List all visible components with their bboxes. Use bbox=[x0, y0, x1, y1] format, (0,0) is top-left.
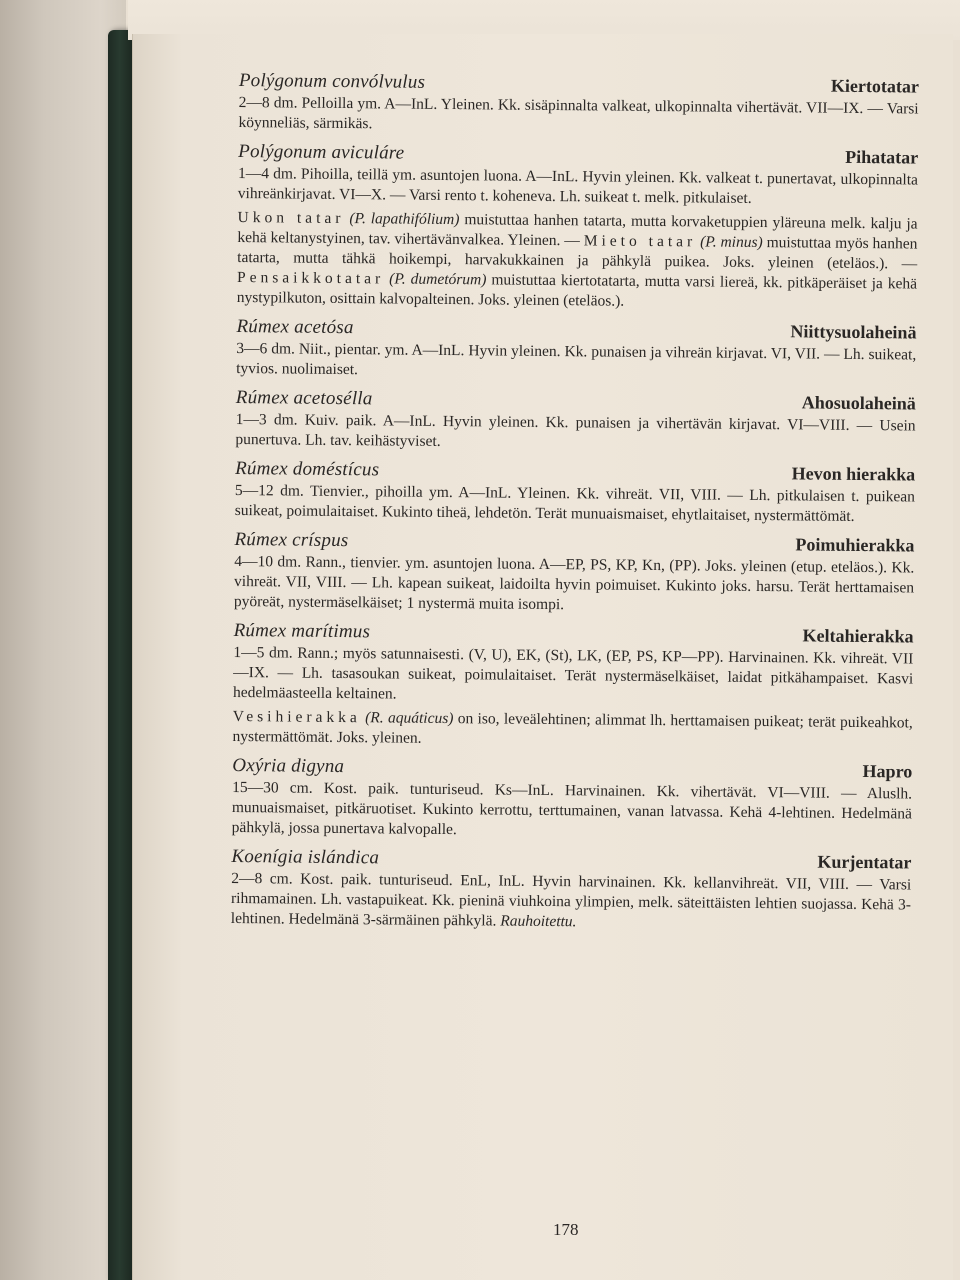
species-latin-pensaik: (P. dumetórum) bbox=[389, 270, 487, 289]
page-text bbox=[231, 70, 919, 943]
book-cover-edge bbox=[108, 30, 134, 1280]
latin-name: Oxýria digyna bbox=[232, 754, 345, 778]
related-species-note bbox=[237, 208, 918, 315]
species-text-mieto: muistuttaa myös hanhen tatarta, mutta tähkä hoikempi, harvakukkainen ja pähkylä puikea. Joks. yleinen (eteläos.). — bbox=[237, 234, 918, 273]
common-name: Kiertotatar bbox=[830, 75, 919, 97]
species-name-ukon: Ukon tatar bbox=[237, 208, 345, 228]
common-name: Hapro bbox=[862, 761, 913, 782]
species-latin-vesi: (R. aquáticus) bbox=[365, 709, 454, 728]
latin-name: Polýgonum aviculáre bbox=[238, 140, 405, 164]
entry-description: 15—30 cm. Kost. paik. tunturiseud. Ks—InL. Harvinainen. Kk. vihertävät. VI—VIII. — Aluslh. munuaismaiset, pitkäruotiset. Kukinto kerrottu, terttumainen, vanan latvassa. Kehä 4-lehtinen. Hedelmänä pähkylä, jossa punertava kalvopalle. bbox=[231, 778, 913, 839]
latin-name: Rúmex críspus bbox=[234, 528, 349, 552]
species-latin-ukon: (P. lapathifólium) bbox=[349, 210, 460, 229]
common-name: Poimuhierakka bbox=[795, 534, 915, 556]
entry-description: 2—8 dm. Pelloilla ym. A—InL. Yleinen. Kk. sisäpinnalta valkeat, ulkopinnalta vihertävät. VII—IX. — Varsi köynneliäs, särmikäs. bbox=[238, 93, 919, 133]
entry-description-text: 2—8 cm. Kost. paik. tunturiseud. EnL, InL. Hyvin harvinainen. Kk. kellanvihreät. VII, VIII. — Varsi rihmamainen. Lh. vastapuikeat. Kk. pieninä viuhkoina ylimpien, melk. säteittäisten lehtien suojassa. Kehä 3-lehtinen. Hedelmänä 3-särmäinen pähkylä. bbox=[230, 869, 912, 930]
entry-rumex-acetosella bbox=[235, 387, 916, 457]
latin-name: Koenígia islándica bbox=[231, 845, 380, 869]
common-name: Hevon hierakka bbox=[791, 463, 916, 485]
common-name: Niittysuolaheinä bbox=[790, 321, 917, 343]
latin-name: Rúmex acetoséllа bbox=[235, 386, 373, 410]
entry-rumex-crispus bbox=[234, 529, 915, 619]
species-name-pensaik: Pensaikkotatar bbox=[236, 268, 385, 288]
entry-description: 1—3 dm. Kuiv. paik. A—InL. Hyvin yleinen. Kk. punaisen ja vihertävän kirjavat. VI—VIII. — Usein punertuva. Lh. tav. keihästyviset. bbox=[235, 410, 916, 450]
species-name-vesi: Vesihierakka bbox=[232, 707, 361, 727]
entry-polygonum-aviculare bbox=[237, 141, 919, 315]
entry-rumex-domesticus bbox=[235, 458, 916, 528]
species-name-mieto: Mieto tatar bbox=[583, 232, 697, 251]
species-latin-mieto: (P. minus) bbox=[700, 233, 763, 252]
species-text-vesi: on iso, leveälehtinen; alimmat lh. herttamaisen puikeat; terät puikeahkot, nystermättömät. Joks. yleinen. bbox=[232, 710, 913, 747]
species-text-ukon: muistuttaa hanhen tatarta, mutta korvaketuppien yläreuna melk. kalju ja kehä keltanystyinen, tav. vihertävänvalkea. Yleinen. — bbox=[237, 211, 918, 250]
entry-description: 5—12 dm. Tienvier., pihoilla ym. A—InL. Yleinen. Kk. vihreät. VII, VIII. — Lh. pitkulaisen t. puikean suikeat, poimulaitaiset. Kukinto tiheä, lehdetön. Terät munuaismaiset, ehytlaitaiset, nystermättömät. bbox=[234, 481, 916, 525]
entry-description bbox=[231, 869, 912, 936]
entry-oxyria-digyna bbox=[232, 755, 913, 845]
page-number: 178 bbox=[553, 1220, 579, 1239]
entry-description: 3—6 dm. Niit., pientar. ym. A—InL. Hyvin yleinen. Kk. punaisen ja vihreän kirjavat. VI, VII. — Lh. suikeat, tyvios. nuolimaiset. bbox=[236, 339, 917, 379]
entry-description: 1—4 dm. Pihoilla, teillä ym. asuntojen luona. A—InL. Hyvin yleinen. Kk. valkeat t. punertavat, ulkopinnalta vihreänkirjavat. VI—X. — Varsi rento t. koheneva. Lh. suikeat t. melk. pitkulaiset. bbox=[237, 164, 919, 207]
entry-rumex-maritimus bbox=[233, 620, 914, 754]
entry-polygonum-convolvulus bbox=[238, 70, 919, 140]
protected-status: Rauhoitettu. bbox=[500, 912, 577, 931]
common-name: Pihatatar bbox=[845, 146, 919, 168]
species-text-pensaik: muistuttaa kiertotatarta, mutta varsi liereä, kk. pitkäperäiset ja kehä nystypilkuton, osittain kalvopalteinen. Joks. yleinen (eteläos.). bbox=[236, 271, 918, 310]
common-name: Kurjentatar bbox=[817, 851, 912, 873]
latin-name: Rúmex marítimus bbox=[233, 619, 371, 643]
entry-description: 4—10 dm. Rann., tienvier. ym. asuntojen luona. A—EP, PS, KP, Kn, (PP). Joks. yleinen (etup. eteläos.). Kk. vihreät. VII, VIII. — Lh. kapean suikeat, laidoilta hyvin poimuiset. Kukinto joks. harsu. Terät herttamaisen pyöreät, nystermäselkäiset; 1 nystermä muita isompi. bbox=[233, 552, 915, 614]
latin-name: Polýgonum convólvulus bbox=[238, 70, 426, 93]
related-species-note bbox=[233, 707, 913, 754]
latin-name: Rúmex doméstícus bbox=[235, 457, 380, 481]
book-page bbox=[132, 34, 953, 1280]
common-name: Keltahierakka bbox=[802, 625, 914, 647]
latin-name: Rúmex acetósa bbox=[236, 315, 354, 339]
entry-rumex-acetosa bbox=[236, 316, 917, 386]
entry-description: 1—5 dm. Rann.; myös satunnaisesti. (V, U), EK, (St), LK, (EP, PS, KP—PP). Harvinainen. Kk. vihreät. VII—IX. — Lh. tasasoukan suikeat, poimulaitaiset. Terät nystermäselkäiset, laidat pitkähampaiset. Kasvi hedelmäasteella keltainen. bbox=[232, 643, 914, 703]
entry-koenigia-islandica bbox=[231, 846, 912, 936]
common-name: Ahosuolaheinä bbox=[801, 392, 916, 414]
